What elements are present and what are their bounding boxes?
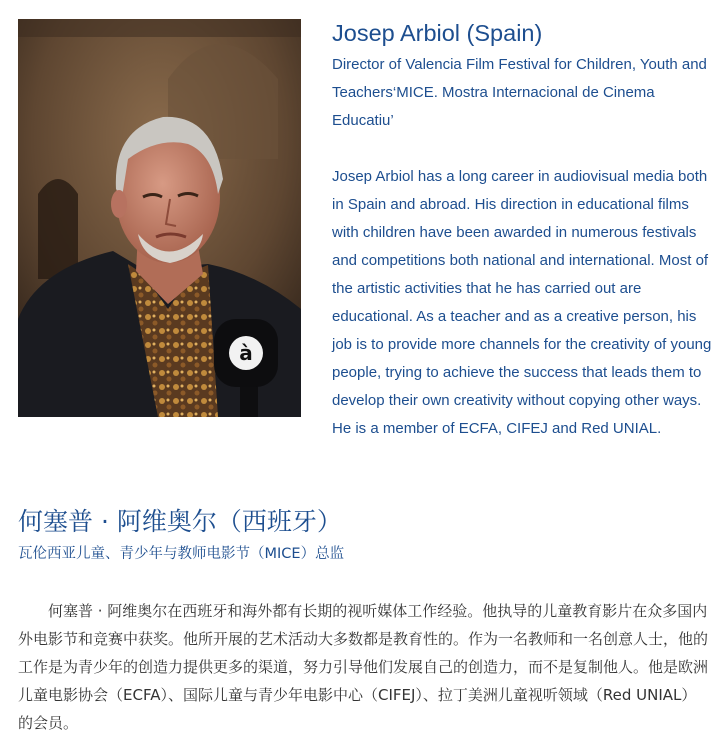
english-name: Josep Arbiol (Spain) (332, 20, 543, 46)
chinese-name: 何塞普 · 阿维奥尔（西班牙） (18, 507, 342, 536)
english-role: Director of Valencia Film Festival for Children, Youth and Teachers‘MICE. Mostra Internacional de Cinema Educatiu’ (332, 56, 707, 129)
english-bio: Josep Arbiol has a long career in audiovisual media both in Spain and abroad. His direction in educational films with children have been awarded in numerous festivals and competitions both national and international. Most of the artistic activities that he has carried out are educational. As a teacher and as a creative person, his job is to provide more channels for the creativity of young people, trying to achieve the success that leads them to develop their own creativity without copying other ways. He is a member of ECFA, CIFEJ and Red UNIAL. (332, 168, 712, 437)
english-profile (332, 19, 717, 443)
microphone-logo: à (239, 341, 253, 365)
chinese-bio: 何塞普 · 阿维奥尔在西班牙和海外都有长期的视听媒体工作经验。他执导的儿童教育影片在众多国内外电影节和竞赛中获奖。他所开展的艺术活动大多数都是教育性的。作为一名教师和一名创意人士，他的工作是为青少年的创造力提供更多的渠道，努力引导他们发展自己的创造力，而不是复制他人。他是欧洲儿童电影协会（ECFA）、国际儿童与青少年电影中心（CIFEJ）、拉丁美洲儿童视听领域（Red UNIAL）的会员。 (18, 602, 709, 732)
chinese-role: 瓦伦西亚儿童、青少年与教师电影节（MICE）总监 (18, 546, 345, 562)
portrait-photo (18, 19, 301, 417)
